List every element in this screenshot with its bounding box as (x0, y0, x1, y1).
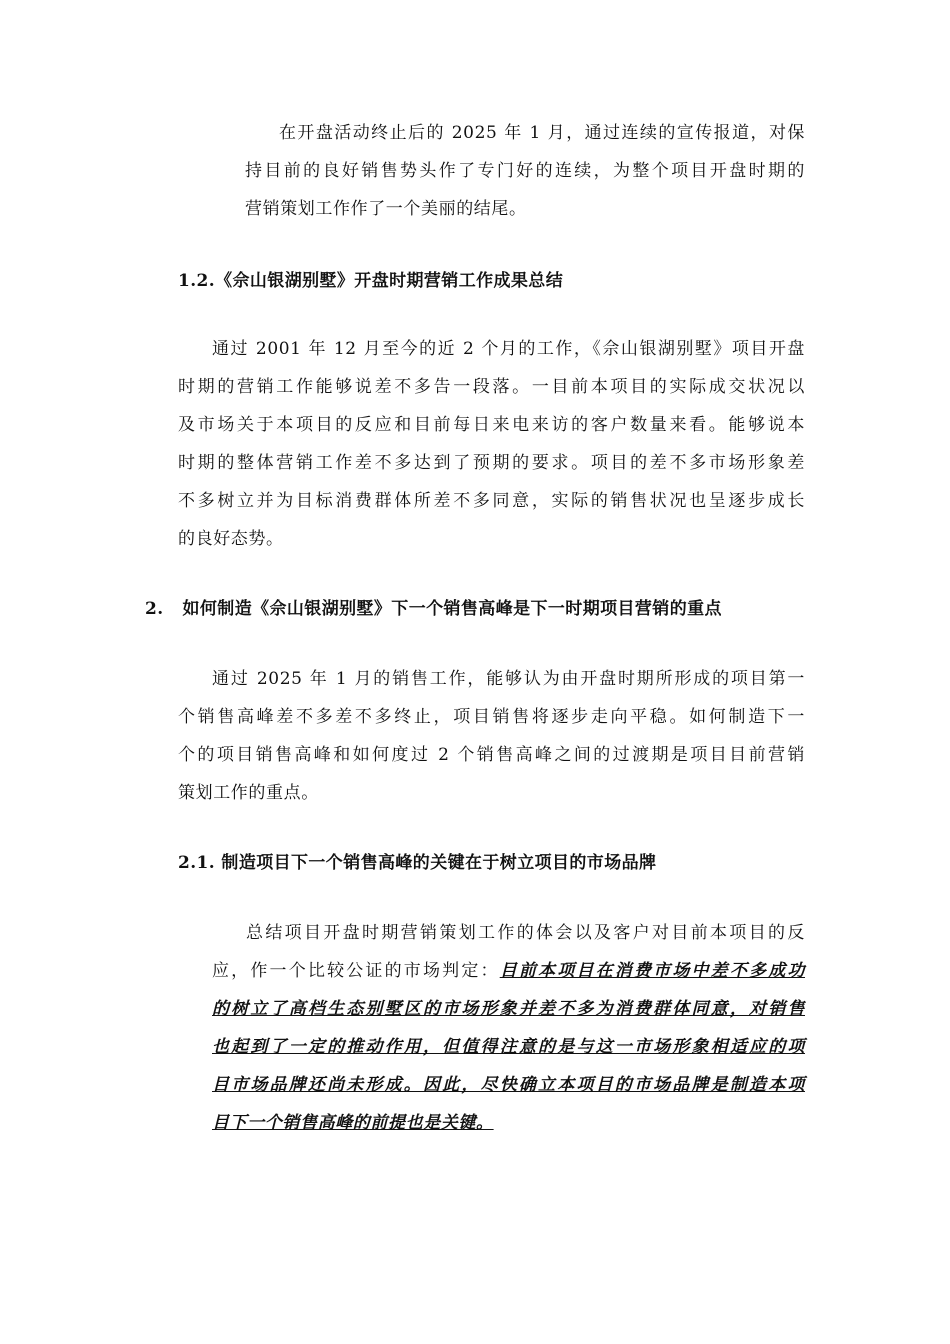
paragraph-line: 个的项目销售高峰和如何度过 2 个销售高峰之间的过渡期是项目目前营销 (178, 745, 805, 765)
emphasized-line: 的树立了高档生态别墅区的市场形象并差不多为消费群体同意，对销售 (212, 999, 805, 1019)
paragraph-line: 不多树立并为目标消费群体所差不多同意，实际的销售状况也呈逐步成长 (178, 491, 805, 511)
paragraph-line: 时期的整体营销工作差不多达到了预期的要求。项目的差不多市场形象差 (178, 453, 805, 473)
emphasized-line: 也起到了一定的推动作用，但值得注意的是与这一市场形象相适应的项 (212, 1037, 805, 1057)
emphasized-line: 目下一个销售高峰的前提也是关键。 (212, 1113, 494, 1133)
paragraph-line: 总结项目开盘时期营销策划工作的体会以及客户对目前本项目的反 (246, 923, 805, 943)
paragraph-line: 在开盘活动终止后的 2025 年 1 月，通过连续的宣传报道，对保 (279, 123, 805, 143)
paragraph-line: 的良好态势。 (178, 529, 284, 549)
paragraph-line: 通过 2025 年 1 月的销售工作，能够认为由开盘时期所形成的项目第一 (212, 669, 805, 689)
paragraph-opening-closing (245, 114, 805, 228)
paragraph-line: 个销售高峰差不多差不多终止，项目销售将逐步走向平稳。如何制造下一 (178, 707, 805, 727)
section-heading-1-2: 1.2.《佘山银湖别墅》开盘时期营销工作成果总结 (178, 271, 564, 291)
paragraph-line: 持目前的良好销售势头作了专门好的连续，为整个项目开盘时期的 (245, 161, 805, 181)
paragraph-line (212, 952, 805, 990)
paragraph-line: 时期的营销工作能够说差不多告一段落。一目前本项目的实际成交状况以 (178, 377, 805, 397)
paragraph-market-brand (212, 914, 805, 1142)
emphasized-line: 目市场品牌还尚未形成。因此，尽快确立本项目的市场品牌是制造本项 (212, 1075, 805, 1095)
paragraph-results-summary (178, 330, 805, 558)
paragraph-next-peak (178, 660, 805, 812)
paragraph-line: 策划工作的重点。 (178, 783, 319, 803)
emphasized-text: 目前本项目在消费市场中差不多成功 (499, 961, 805, 981)
section-heading-2: 2. 如何制造《佘山银湖别墅》下一个销售高峰是下一时期项目营销的重点 (145, 599, 722, 619)
paragraph-line: 通过 2001 年 12 月至今的近 2 个月的工作，《佘山银湖别墅》项目开盘 (212, 339, 805, 359)
paragraph-line: 及市场关于本项目的反应和目前每日来电来访的客户数量来看。能够说本 (178, 415, 805, 435)
paragraph-line: 营销策划工作作了一个美丽的结尾。 (245, 199, 527, 219)
paragraph-text: 应，作一个比较公证的市场判定： (212, 961, 500, 981)
section-heading-2-1: 2.1. 制造项目下一个销售高峰的关键在于树立项目的市场品牌 (178, 853, 657, 873)
